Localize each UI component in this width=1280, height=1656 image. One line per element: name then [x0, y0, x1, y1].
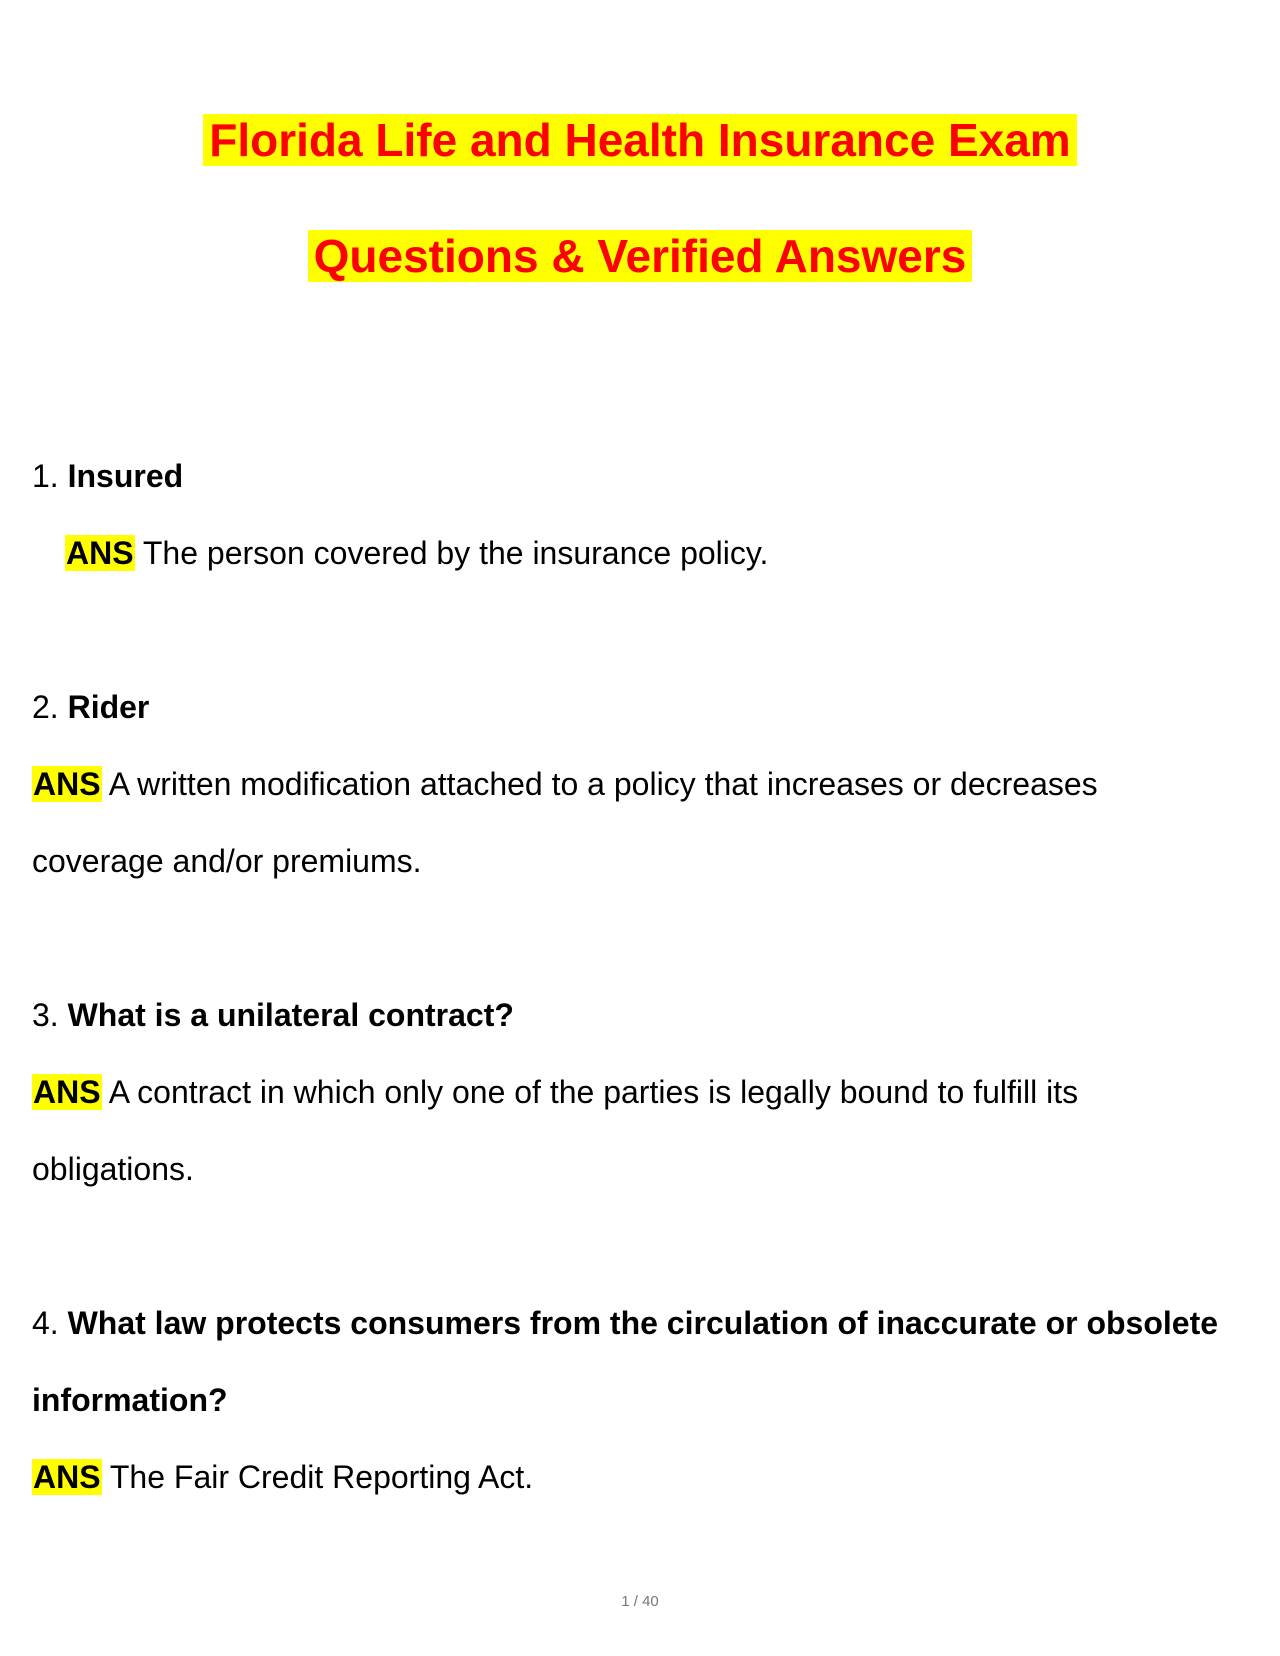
question-text: What law protects consumers from the circulation of inaccurate or obsolete [67, 1305, 1219, 1341]
question-number: 2. [32, 689, 59, 725]
question-number: 4. [32, 1305, 59, 1341]
ans-label: ANS [33, 766, 101, 802]
question-text: Insured [67, 458, 184, 494]
answer-4 [32, 1457, 1252, 1497]
question-3 [32, 995, 1252, 1035]
question-number: 3. [32, 997, 59, 1033]
ans-label: ANS [33, 1459, 101, 1495]
answer-text: The Fair Credit Reporting Act. [109, 1459, 534, 1495]
answer-text: A written modification attached to a policy that increases or decreases [108, 766, 1098, 802]
question-1 [32, 456, 1252, 496]
answer-2-continued [32, 841, 1252, 881]
answer-1 [65, 533, 1280, 573]
document-title-line-2 [0, 228, 1280, 284]
question-text: information? [32, 1382, 228, 1418]
question-2 [32, 687, 1252, 727]
ans-label: ANS [33, 1074, 101, 1110]
answer-text: obligations. [32, 1151, 194, 1187]
answer-text: A contract in which only one of the parties is legally bound to fulfill its [108, 1074, 1079, 1110]
question-4 [32, 1303, 1252, 1343]
question-4-continued [32, 1380, 1252, 1420]
page-indicator: 1 / 40 [621, 1593, 659, 1610]
question-text: Rider [67, 689, 150, 725]
question-number: 1. [32, 458, 59, 494]
title-highlight-2: Questions & Verified Answers [308, 230, 973, 282]
document-title-line-1 [0, 112, 1280, 168]
question-text: What is a unilateral contract? [67, 997, 514, 1033]
answer-text: The person covered by the insurance policy. [142, 535, 769, 571]
answer-3 [32, 1072, 1252, 1112]
title-highlight-1: Florida Life and Health Insurance Exam [203, 114, 1076, 166]
answer-2 [32, 764, 1252, 804]
ans-label: ANS [66, 535, 134, 571]
answer-3-continued [32, 1149, 1252, 1189]
answer-text: coverage and/or premiums. [32, 843, 422, 879]
